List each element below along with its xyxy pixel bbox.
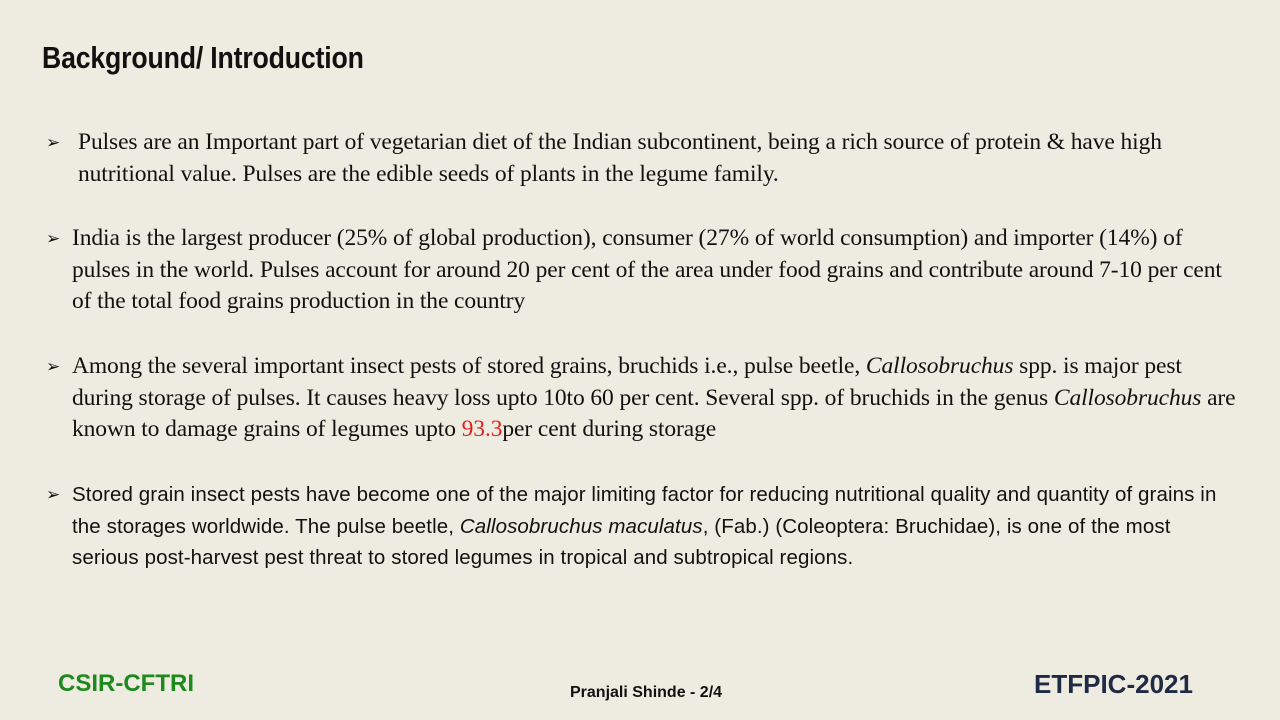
text-segment: per cent during storage <box>502 416 717 442</box>
footer-organization: CSIR-CFTRI <box>58 670 194 697</box>
text-segment: Among the several important insect pests of stored grains, bruchids i.e., pulse beetle, <box>72 353 866 379</box>
species-name: Callosobruchus maculatus <box>459 514 703 538</box>
arrow-bullet-icon: ➢ <box>46 357 61 377</box>
highlight-value: 93.3 <box>461 416 503 442</box>
text-segment: spp. is major pest during storage of pulses. It causes heavy loss upto 10to 60 per cent. Several spp. of bruchids in the genus <box>72 353 1182 411</box>
species-name: Callosobruchus <box>865 353 1014 379</box>
arrow-bullet-icon: ➢ <box>46 133 61 153</box>
bullet-text: India is the largest producer (25% of global production), consumer (27% of world consumption) and importer (14%) of pulses in the world. Pulses account for around 20 per cent of the area under food grains and contribute around 7-10 per cent of the total food grains production in the country <box>72 225 1222 314</box>
arrow-bullet-icon: ➢ <box>46 229 61 249</box>
slide-title: Background/ Introduction <box>42 40 364 75</box>
bullet-text <box>72 351 1242 446</box>
text-segment: , (Fab.) (Coleoptera: Bruchidae), is one of the most serious post-harvest pest threat to stored legumes in tropical and subtropical regions. <box>72 514 1171 569</box>
bullet-text <box>72 479 1242 574</box>
text-segment: Stored grain insect pests have become one of the major limiting factor for reducing nutritional quality and quantity of grains in the storages worldwide. The pulse beetle, <box>72 483 1217 538</box>
footer-event: ETFPIC-2021 <box>1034 669 1193 699</box>
footer-author-page: Pranjali Shinde - 2/4 <box>570 684 723 701</box>
bullet-text: Pulses are an Important part of vegetarian diet of the Indian subcontinent, being a rich source of protein & have high nutritional value. Pulses are the edible seeds of plants in the legume family. <box>78 129 1162 187</box>
arrow-bullet-icon: ➢ <box>46 485 61 505</box>
species-name: Callosobruchus <box>1053 384 1202 411</box>
text-segment: are known to damage grains of legumes upto <box>72 384 1236 442</box>
